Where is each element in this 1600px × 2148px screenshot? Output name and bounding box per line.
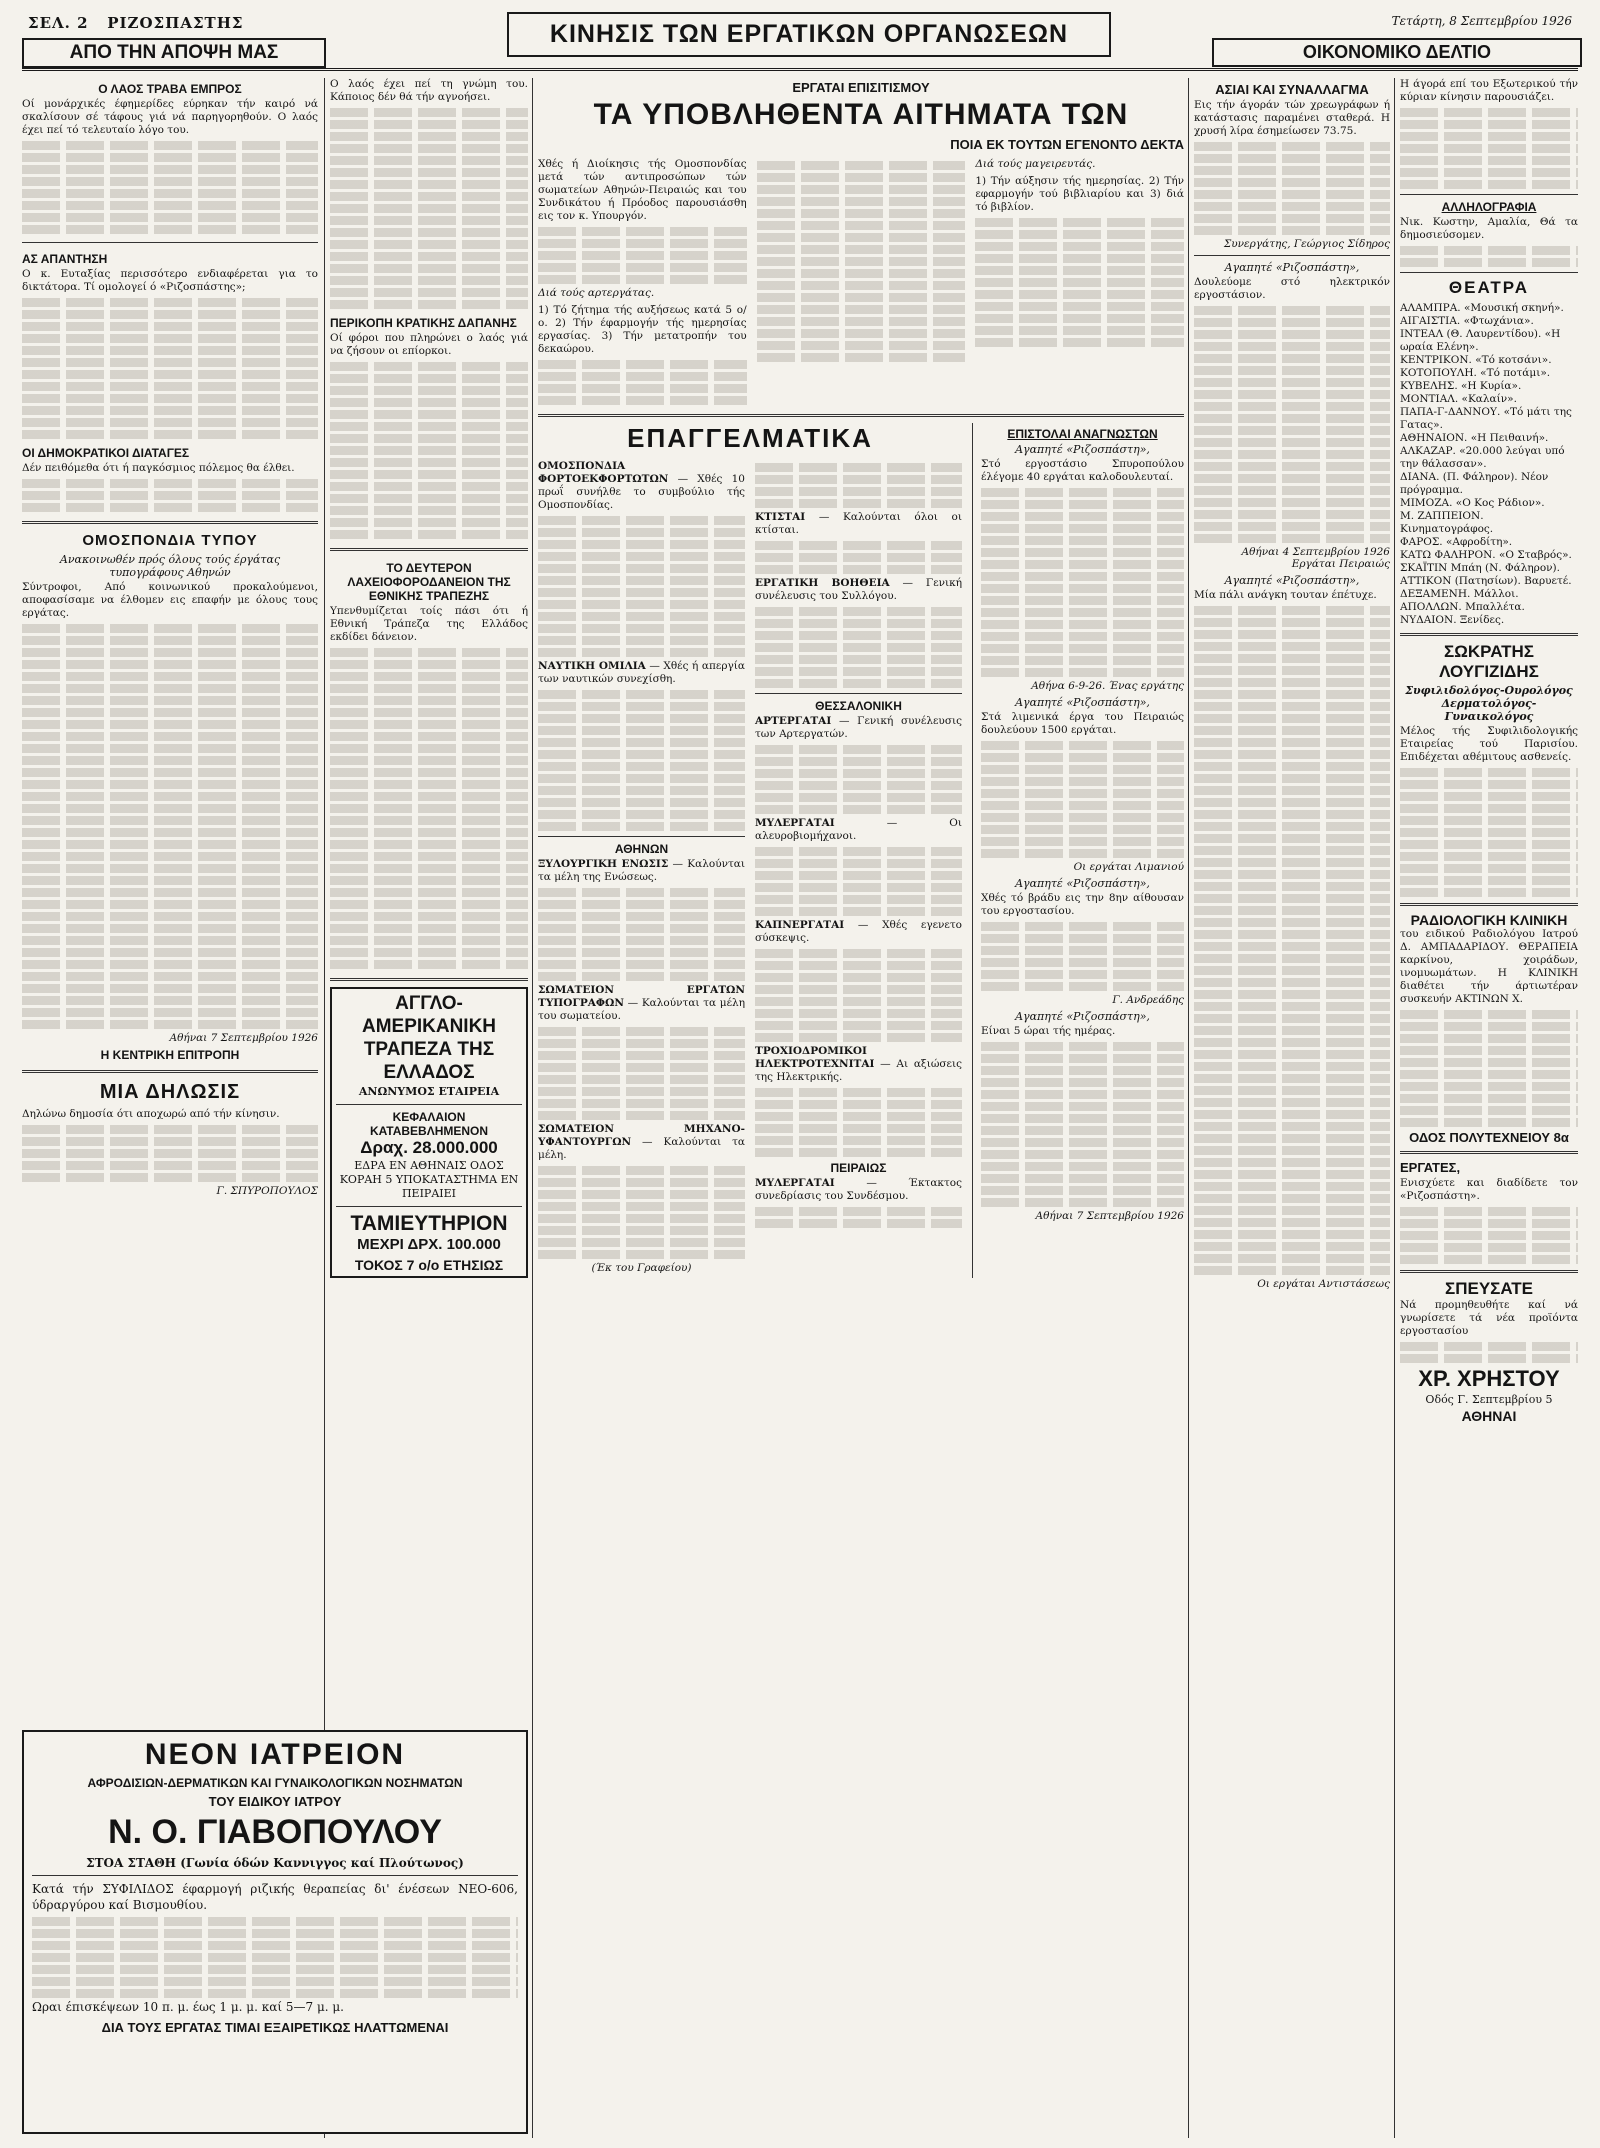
correspondence-title: ΑΛΛΗΛΟΓΡΑΦΙΑ (1441, 200, 1537, 214)
news-body: Καλούνται τα μέλη του σωματείου. (538, 997, 745, 1022)
news-body: Χθές 10 πρωΐ συνήλθε το συμβούλιο τής Ομοσπονδίας. (538, 473, 745, 511)
news-source: (Έκ του Γραφείου) (591, 1262, 692, 1274)
theatre-item: ΠΑΠΑ-Γ-ΔΑΝΝΟΥ. «Τό μάτι της Γατας». (1400, 406, 1572, 431)
article-signature: Γ. ΣΠΥΡΟΠΟΥΛΟΣ (216, 1185, 318, 1197)
article-national-bank (330, 557, 528, 972)
news-title: ΕΡΓΑΤΙΚΗ ΒΟΗΘΕΙΑ (755, 577, 890, 589)
article-people-forward (22, 78, 318, 237)
news-body: Καλούνται τα μέλη. (538, 1136, 745, 1161)
section-professional: ΕΠΑΓΓΕΛΜΑΤΙΚΑ (627, 423, 873, 453)
theatre-item: ΜΟΝΤΙΑΛ. «Καλαίν». (1400, 393, 1517, 405)
news-title: ΤΡΟΧΙΟΔΡΟΜΙΚΟΙ ΗΛΕΚΤΡΟΤΕΧΝΙΤΑΙ (755, 1045, 875, 1070)
news-city: ΘΕΣΣΑΛΟΝΙΚΗ (815, 699, 902, 713)
article-body: Οί φόροι που πληρώνει ο λαός γιά να ζήσουν οι επίορκοι. (330, 332, 528, 357)
theatre-item: ΑΙΓΑΙΣΤΙΑ. «Φτωχάνια». (1400, 315, 1534, 327)
news-body: Οι αλευροβιομήχανοι. (755, 817, 962, 842)
bank-interest: ΤΟΚΟΣ 7 ο/ο ΕΤΗΣΙΩΣ (354, 1257, 504, 1273)
theatre-item: ΑΛΑΜΠΡΑ. «Μουσική σκηνή». (1400, 302, 1564, 314)
letter-greeting: Αγαπητέ «Ριζοσπάστη», (1015, 1010, 1150, 1023)
article-title: ΑΣ ΑΠΑΝΤΗΣΗ (22, 252, 108, 266)
article-press-union (22, 530, 318, 1064)
news-title: ΞΥΛΟΥΡΓΙΚΗ ΕΝΩΣΙΣ (538, 858, 669, 870)
doctor-name: ΣΩΚΡΑΤΗΣ ΛΟΥΓΙΖΙΔΗΣ (1439, 642, 1539, 681)
clinic-hours: Ωραι έπισκέψεων 10 π. μ. έως 1 μ. μ. καί 5—7 μ. μ. (32, 2000, 344, 2014)
doctor-body: Μέλος τής Συφιλιδολογικής Εταιρείας τού Παρισίου. Επιδέχεται αθέμιτους ασθενείς. (1400, 725, 1578, 763)
letter-body: Είναι 5 ώραι τής ημέρας. (981, 1025, 1116, 1037)
theatre-item: ΝΥΔΑΙΟΝ. Ξενίδες. (1400, 614, 1505, 626)
clinic-doctor: Ν. Ο. ΓΙΑΒΟΠΟΥΛΟΥ (108, 1813, 442, 1851)
news-body: Χθές εγενετο σύσκεψις. (755, 919, 962, 944)
column-economy-2 (1400, 78, 1578, 2138)
news-title: ΑΡΤΕΡΓΑΤΑΙ (755, 715, 832, 727)
theatre-list (1400, 302, 1578, 627)
article-title: ΟΜΟΣΠΟΝΔΙΑ ΤΥΠΟΥ (82, 532, 258, 549)
letter-greeting: Αγαπητέ «Ριζοσπάστη», (1224, 574, 1360, 587)
news-title: ΣΩΜΑΤΕΙΟΝ ΕΡΓΑΤΩΝ ΤΥΠΟΓΡΑΦΩΝ (538, 984, 745, 1009)
lead-column-1 (538, 158, 747, 408)
article-body: Υπενθυμίζεται τοίς πάσι ότι ή Εθνική Τράπεζα της Ελλάδος εκδίδει δάνειον. (330, 605, 528, 643)
article-title: ΜΙΑ ΔΗΛΩΣΙΣ (99, 1081, 241, 1103)
news-city: ΠΕΙΡΑΙΩΣ (830, 1161, 887, 1175)
professional-column-2: ΚΤΙΣΤΑΙ — Καλούνται όλοι οι κτίσται. ΕΡΓΑΤΙΚΗ ΒΟΗΘΕΙΑ — Γενική συνέλευσις του Συλλόγου. ΘΕΣΣΑΛΟΝΙΚΗ ΑΡΤΕΡΓΑΤΑΙ — Γενική συνέλευσις των Αρτεργατών. ΜΥΛΕΡΓΑΤΑΙ — Οι αλευροβιομήχανοι. ΚΑΠΝΕΡΓΑΤΑΙ — Χθές εγενετο σύσκεψις. ΤΡΟΧΙΟΔΡΟΜΙΚΟΙ ΗΛΕΚΤΡΟΤΕΧΝΙΤΑΙ — Αι αξιώσεις της Ηλεκτρικής. ΠΕΙΡΑΙΩΣ ΜΥΛΕΡΓΑΤΑΙ — Έκτακτος συνεδρίασις του Συνδέσμου. (755, 460, 962, 1278)
news-title: ΚΤΙΣΤΑΙ (755, 511, 806, 523)
article-body: Ο κ. Ευταξίας περισσότερο ενδιαφέρεται για το δικτάτορα. Τί ομολογεί ό «Ριζοσπάστης»; (22, 268, 318, 293)
news-body: Καλούνται τα μέλη της Ενώσεως. (538, 858, 745, 883)
section-labor: ΚΙΝΗΣΙΣ ΤΩΝ ΕΡΓΑΤΙΚΩΝ ΟΡΓΑΝΩΣΕΩΝ (507, 12, 1111, 57)
article-title: ΤΟ ΔΕΥΤΕΡΟΝ ΛΑΧΕΙΟΦΟΡΟΔΑΝΕΙΟΝ ΤΗΣ ΕΘΝΙΚΗΣ ΤΡΑΠΕΖΗΣ (347, 561, 511, 603)
hurry-body: Νά προμηθευθήτε καί νά γνωρίσετε τά νέα προϊόντα εργοστασίου (1400, 1299, 1578, 1337)
bank-savings-limit: ΜΕΧΡΙ ΔΡΧ. 100.000 (357, 1236, 501, 1253)
news-body: Γενική συνέλευσις των Αρτεργατών. (755, 715, 962, 740)
readers-letters (972, 423, 1184, 1278)
bank-name: ΑΓΓΛΟ-ΑΜΕΡΙΚΑΝΙΚΗ ΤΡΑΠΕΖΑ ΤΗΣ ΕΛΛΑΔΟΣ (361, 993, 497, 1083)
article-body: Δηλώνω δημοσία ότι αποχωρώ από τήν κίνησιν. (22, 1108, 280, 1120)
radiology-clinic-address: ΟΔΟΣ ΠΟΛΥΤΕΧΝΕΙΟΥ 8α (1409, 1130, 1569, 1145)
article-date: Αθήναι 7 Σεπτεμβρίου 1926 (169, 1032, 318, 1044)
letter-greeting: Αγαπητέ «Ριζοσπάστη», (1015, 443, 1150, 456)
shop-name: ΧΡ. ΧΡΗΣΤΟΥ (1418, 1366, 1560, 1391)
theatre-item: ΙΝΤΕΑΛ (Θ. Λαυρεντίδου). «Η ωραία Ελένη». (1400, 328, 1561, 353)
theatre-item: ΚΟΤΟΠΟΥΛΗ. «Τό ποτάμι». (1400, 367, 1551, 379)
bakers-label: Διά τούς μαγειρευτάς. (975, 158, 1096, 170)
section-opinion: ΑΠΟ ΤΗΝ ΑΠΟΨΗ ΜΑΣ (22, 38, 326, 68)
clinic-body: Κατά τήν ΣΥΦΙΛΙΔΟΣ έφαρμογή ριζικής θεραπείας δι' ένέσεων ΝΕΟ-606, ύδραργύρου καί Βισμουθίου. (32, 1882, 518, 1912)
section-letters: ΕΠΙΣΤΟΛΑΙ ΑΝΑΓΝΩΣΤΩΝ (1007, 427, 1158, 441)
workers-title: ΕΡΓΑΤΕΣ, (1400, 1160, 1461, 1175)
theatre-item: ΣΚΑΪΤΙΝ Μπάη (Ν. Φάληρον). (1400, 562, 1560, 574)
news-title: ΣΩΜΑΤΕΙΟΝ ΜΗΧΑΝΟ-ΥΦΑΝΤΟΥΡΓΩΝ (538, 1123, 745, 1148)
bank-branches: ΕΔΡΑ ΕΝ ΑΘΗΝΑΙΣ ΟΔΟΣ ΚΟΡΑΗ 5 ΥΠΟΚΑΤΑΣΤΗΜΑ ΕΝ ΠΕΙΡΑΙΕΙ (339, 1159, 519, 1200)
radiology-clinic-body: του ειδικού Ραδιολόγου Ιατρού Δ. ΑΜΠΑΔΑΡΙΔΟΥ. ΘΕΡΑΠΕΙΑ καρκίνου, χοιράδων, ινομυωμάτων. Η ΚΛΙΝΙΚΗ διαθέτει τήν άρτιωτέραν συσκευήν ΑΚΤΙΝΩΝ Χ. (1400, 928, 1578, 1005)
clinic-title: ΝΕΟΝ ΙΑΤΡΕΙΟΝ (144, 1738, 406, 1771)
theatre-item: ΚΕΝΤΡΙΚΟΝ. «Τό κοτσάνι». (1400, 354, 1552, 366)
theatre-item: ΚΥΒΕΛΗΣ. «Η Κυρία». (1400, 380, 1522, 392)
column-economy-1 (1194, 78, 1390, 2138)
letter-body: Μία πάλι ανάγκη τουταν έπέτυχε. (1194, 589, 1377, 601)
letter-body: Στά λιμενικά έργα του Πειραιώς δουλεύουν 1500 εργάται. (981, 711, 1184, 736)
article-body: Δέν πειθόμεθα ότι ή παγκόσμιος πόλεμος θα έλθει. (22, 462, 295, 474)
lead-column-2 (757, 158, 966, 408)
professional-news (538, 423, 962, 1278)
news-title: ΜΥΛΕΡΓΑΤΑΙ (755, 1177, 835, 1189)
article-reply (22, 248, 318, 442)
news-body: Χθές ή απεργία των ναυτικών συνεχίσθη. (538, 660, 745, 685)
radiology-clinic-name: ΡΑΔΙΟΛΟΓΙΚΗ ΚΛΙΝΙΚΗ (1410, 912, 1568, 928)
article-orders (22, 442, 318, 515)
demands-body: 1) Τό ζήτημα τής αυξήσεως κατά 5 ο/ο. 2) Τήν έφαρμογήν τής ημερησίας εργασίας. 3) Τήν μετατροπήν του δεκαώρου. (538, 304, 747, 355)
bank-capital-label: ΚΕΦΑΛΑΙΟΝ ΚΑΤΑΒΕΒΛΗΜΕΝΟΝ (369, 1110, 489, 1138)
article-subheadline: ΠΟΙΑ ΕΚ ΤΟΥΤΩΝ ΕΓΕΝΟΝΤΟ ΔΕΚΤΑ (950, 137, 1184, 152)
article-headline: ΤΑ ΥΠΟΒΛΗΘΕΝΤΑ ΑΙΤΗΜΑΤΑ ΤΩΝ (593, 98, 1129, 131)
letter-body: Χθές τό βράδυ εις την 8ην αίθουσαν του εργοστασίου. (981, 892, 1184, 917)
article-declaration (22, 1079, 318, 1201)
market-body: Εις τήν άγοράν τών χρεωγράφων ή κατάστασις παραμένει σταθερά. Η χρυσή λίρα έσημείωσεν 73.75. (1194, 99, 1390, 137)
shop-city: ΑΘΗΝΑΙ (1461, 1408, 1517, 1424)
doctor-specialty: Συφιλιδολόγος-Ουρολόγος Δερματολόγος-Γυναικολόγος (1405, 684, 1573, 723)
letter-greeting: Αγαπητέ «Ριζοσπάστη», (1015, 696, 1150, 709)
theatre-title: ΘΕΑΤΡΑ (1448, 278, 1530, 297)
theatre-item: ΑΛΚΑΖΑΡ. «20.000 λεύγαι υπό την θάλασσαν». (1400, 445, 1565, 470)
news-body: Αι αξιώσεις της Ηλεκτρικής. (755, 1058, 962, 1083)
letter-signature: Οι εργάται Λιμανιού (1073, 861, 1184, 873)
letter-signature: Αθήνα 6-9-26. Ένας εργάτης (1031, 680, 1184, 692)
news-title: ΝΑΥΤΙΚΗ ΟΜΙΛΙΑ (538, 660, 646, 672)
news-title: ΟΜΟΣΠΟΝΔΙΑ ΦΟΡΤΟΕΚΦΟΡΤΩΤΩΝ (538, 460, 669, 485)
news-city: ΑΘΗΝΩΝ (614, 842, 669, 856)
page-number: ΣΕΛ. 2 ΡΙΖΟΣΠΑΣΤΗΣ (28, 14, 244, 32)
news-title: ΚΑΠΝΕΡΓΑΤΑΙ (755, 919, 845, 931)
clinic-advertisement (22, 1730, 528, 2134)
letter-body: Στό εργοστάσιο Σπυροπούλου έλέγομε 40 εργάται καλοδουλευταί. (981, 458, 1184, 483)
market-signature: Συνεργάτης, Γεώργιος Σίδηρος (1223, 238, 1390, 250)
news-body: Καλούνται όλοι οι κτίσται. (755, 511, 962, 536)
letter-signature: Οι εργάται Αντιστάσεως (1257, 1278, 1390, 1290)
section-economy: ΟΙΚΟΝΟΜΙΚΟ ΔΕΛΤΙΟ (1212, 38, 1582, 67)
news-body: Γενική συνέλευσις του Συλλόγου. (755, 577, 962, 602)
letter-body: Δουλεύομε στό ηλεκτρικόν εργοστάσιον. (1194, 276, 1390, 301)
theatre-item: ΦΑΡΟΣ. «Αφροδίτη». (1400, 536, 1513, 548)
issue-date: Τετάρτη, 8 Σεπτεμβρίου 1926 (1391, 14, 1572, 28)
theatre-item: ΔΙΑΝΑ. (Π. Φάληρον). Νέον πρόγραμμα. (1400, 471, 1549, 496)
newspaper-page (22, 8, 1578, 2138)
workers-body: Ενισχύετε και διαδίδετε τον «Ριζοσπάστη». (1400, 1177, 1578, 1202)
bank-advertisement (330, 987, 528, 1278)
article-title: ΠΕΡΙΚΟΠΗ ΚΡΑΤΙΚΗΣ ΔΑΠΑΝΗΣ (330, 316, 517, 330)
theatre-item: ΑΤΤΙΚΟΝ (Πατησίων). Βαρυετέ. (1400, 575, 1572, 587)
professional-column-1: ΟΜΟΣΠΟΝΔΙΑ ΦΟΡΤΟΕΚΦΟΡΤΩΤΩΝ — Χθές 10 πρωΐ συνήλθε το συμβούλιο τής Ομοσπονδίας. ΝΑΥΤΙΚΗ ΟΜΙΛΙΑ — Χθές ή απεργία των ναυτικών συνεχίσθη. ΑΘΗΝΩΝ ΞΥΛΟΥΡΓΙΚΗ ΕΝΩΣΙΣ — Καλούνται τα μέλη της Ενώσεως. ΣΩΜΑΤΕΙΟΝ ΕΡΓΑΤΩΝ ΤΥΠΟΓΡΑΦΩΝ — Καλούνται τα μέλη του σωματείου. ΣΩΜΑΤΕΙΟΝ ΜΗΧΑΝΟ-ΥΦΑΝΤΟΥΡΓΩΝ — Καλούνται τα μέλη. (Έκ του Γραφείου) (538, 460, 745, 1274)
market-continuation: Η άγορά επί του Εξωτερικού τήν κύριαν κίνησιν παρουσιάζει. (1400, 78, 1578, 103)
bakers-body: 1) Τήν αύξησιν τής ημερησίας. 2) Τήν εφαρμογήν τού βιβλιαρίου και 3) διά τό βιβλίον. (975, 175, 1184, 213)
theatre-item: ΑΘΗΝΑΙΟΝ. «Η Πειθαινή». (1400, 432, 1549, 444)
article-subtitle: Ανακοινωθέν πρός όλους τούς έργάτας τυπογράφους Αθηνών (59, 553, 281, 579)
bank-savings: ΤΑΜΙΕΥΤΗΡΙΟΝ (350, 1212, 508, 1235)
article-budget (330, 312, 528, 542)
article-signature: Η ΚΕΝΤΡΙΚΗ ΕΠΙΤΡΟΠΗ (100, 1048, 240, 1062)
article-title: ΟΙ ΔΗΜΟΚΡΑΤΙΚΟΙ ΔΙΑΤΑΓΕΣ (22, 446, 190, 460)
article-continuation: Ο λαός έχει πεί τη γνώμη του. Κάποιος δέν θά τήν αγνοήσει. (330, 78, 528, 103)
article-kicker: ΕΡΓΑΤΑΙ ΕΠΙΣΙΤΙΣΜΟΥ (792, 80, 930, 95)
theatre-item: ΜΙΜΟΖΑ. «Ο Κος Ράδιον». (1400, 497, 1545, 509)
letter-signature: Αθήναι 4 Σεπτεμβρίου 1926 Εργάται Πειραιώς (1241, 546, 1390, 570)
theatre-item: ΔΕΞΑΜΕΝΗ. Μάλλοι. (1400, 588, 1519, 600)
demands-label: Διά τούς αρτεργάτας. (538, 287, 655, 299)
letter-greeting: Αγαπητέ «Ριζοσπάστη», (1224, 261, 1360, 274)
clinic-subtitle: ΑΦΡΟΔΙΣΙΩΝ-ΔΕΡΜΑΤΙΚΩΝ ΚΑΙ ΓΥΝΑΙΚΟΛΟΓΙΚΩΝ ΝΟΣΗΜΑΤΩΝ (87, 1776, 463, 1790)
lead-column-3 (975, 158, 1184, 408)
article-title: Ο ΛΑΟΣ ΤΡΑΒΑ ΕΜΠΡΟΣ (98, 82, 242, 96)
bank-capital: Δραχ. 28.000.000 (360, 1138, 498, 1157)
clinic-address: ΣΤΟΑ ΣΤΑΘΗ (Γωνία όδών Καννιγγος καί Πλούτωνος) (86, 1856, 464, 1870)
shop-address: Οδός Γ. Σεπτεμβρίου 5 (1425, 1393, 1553, 1406)
news-title: ΜΥΛΕΡΓΑΤΑΙ (755, 817, 835, 829)
market-title: ΑΣΙΑΙ ΚΑΙ ΣΥΝΑΛΛΑΓΜΑ (1215, 82, 1369, 97)
letter-signature: Γ. Ανδρεάδης (1112, 994, 1184, 1006)
article-body: Οί μονάρχικές έφημερίδες εύρηκαν τήν καιρό νά σκαλίσουν σέ τάφους γιά νά παρηγορηθούν. Ο λαός έχει πεί τό τελευταίο λόγο του. (22, 98, 318, 136)
theatre-item: ΑΠΟΛΛΩΝ. Μπαλλέτα. (1400, 601, 1525, 613)
article-body: Σύντροφοι, Από κοινωνικού προκαλούμενοι, αποφασίσαμε να έλθομεν εις επαφήν με όλους τους εργάτας. (22, 581, 318, 619)
paper-name: ΡΙΖΟΣΠΑΣΤΗΣ (107, 14, 244, 32)
bank-type: ΑΝΩΝΥΜΟΣ ΕΤΑΙΡΕΙΑ (358, 1085, 500, 1098)
article-lead: Χθές ή Διοίκησις τής Ομοσπονδίας μετά τών αντιπροσώπων τών σωματείων Αθηνών-Πειραιώς και του Συνδικάτου ή Πρόοδος παρουσιάσθη εις τον κ. Υπουργόν. (538, 158, 747, 222)
theatre-item: Μ. ΖΑΠΠΕΙΟΝ. Κινηματογράφος. (1400, 510, 1494, 535)
letter-signature: Αθήναι 7 Σεπτεμβρίου 1926 (1035, 1210, 1184, 1222)
correspondence-body: Νικ. Κωστην, Αμαλία, Θά τα δημοσιεύσομεν. (1400, 216, 1578, 241)
news-body: Έκτακτος συνεδρίασις του Συνδέσμου. (755, 1177, 962, 1202)
theatre-item: ΚΑΤΩ ΦΑΛΗΡΟΝ. «Ο Σταβρός». (1400, 549, 1572, 561)
clinic-doctor-prefix: ΤΟΥ ΕΙΔΙΚΟΥ ΙΑΤΡΟΥ (208, 1794, 342, 1809)
column-labor (538, 78, 1184, 2138)
hurry-title: ΣΠΕΥΣΑΤΕ (1445, 1279, 1533, 1298)
clinic-footer: ΔΙΑ ΤΟΥΣ ΕΡΓΑΤΑΣ ΤΙΜΑΙ ΕΞΑΙΡΕΤΙΚΩΣ ΗΛΑΤΤΩΜΕΝΑΙ (101, 2020, 449, 2035)
letter-greeting: Αγαπητέ «Ριζοσπάστη», (1015, 877, 1150, 890)
